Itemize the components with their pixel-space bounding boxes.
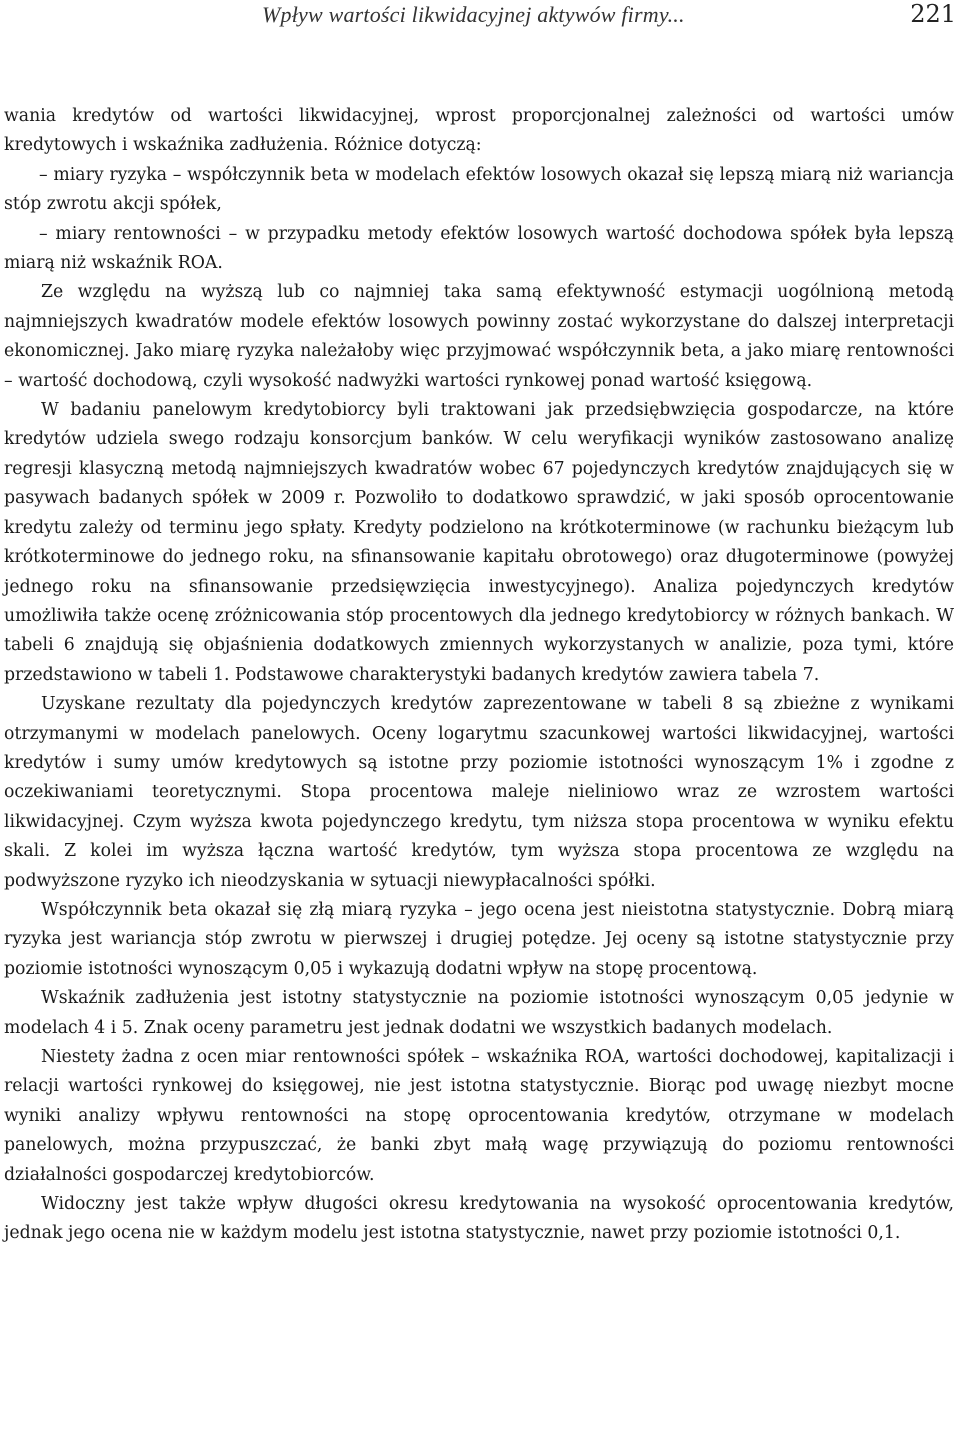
list-item-risk-measure: – miary ryzyka – współczynnik beta w modelach efektów losowych okazał się lepszą miarą niż wariancja stóp zwrotu akcji spółek, xyxy=(4,164,954,215)
paragraph-continuation: wania kredytów od wartości likwidacyjnej, wprost proporcjonalnej zależności od wartości umów kredytowych i wskaźnika zadłużenia. Różnice dotyczą: xyxy=(4,106,954,156)
paragraph: Niestety żadna z ocen miar rentowności spółek – wskaźnika ROA, wartości dochodowej, kapitalizacji i relacji wartości rynkowej do księgowej, nie jest istotna statystycznie. Biorąc pod uwagę niezbyt mocne wyniki analizy wpływu rentowności na stopę oprocentowania kredytów, otrzymane w modelach panelowych, można przypuszczać, że banki zbyt małą wagę przywiązują do poziomu rentowności działalności gospodarczej kredytobiorców. xyxy=(4,1047,954,1185)
running-header-title: Wpływ wartości likwidacyjnej aktywów firmy... xyxy=(262,2,685,27)
page-number: 221 xyxy=(910,0,956,28)
paragraph: Współczynnik beta okazał się złą miarą ryzyka – jego ocena jest nieistotna statystycznie. Dobrą miarą ryzyka jest wariancja stóp zwrotu w pierwszej i drugiej potędze. Jej oceny są istotne statystycznie przy poziomie istotności wynoszącym 0,05 i wykazują dodatni wpływ na stopę procentową. xyxy=(4,899,954,979)
paragraph: Widoczny jest także wpływ długości okresu kredytowania na wysokość oprocentowania kredytów, jednak jego ocena nie w każdym modelu jest istotna statystycznie, nawet przy poziomie istotności 0,1. xyxy=(4,1194,954,1244)
paragraph: Wskaźnik zadłużenia jest istotny statystycznie na poziomie istotności wynoszącym 0,05 jedynie w modelach 4 i 5. Znak oceny parametru jest jednak dodatni we wszystkich badanych modelach. xyxy=(4,988,954,1038)
list-item-profitability-measure: – miary rentowności – w przypadku metody efektów losowych wartość dochodowa spółek była lepszą miarą niż wskaźnik ROA. xyxy=(4,223,954,274)
paragraph: W badaniu panelowym kredytobiorcy byli traktowani jak przedsiębwzięcia gospodarcze, na które kredytów udziela swego rodzaju konsorcjum banków. W celu weryfikacji wyników zastosowano analizę regresji klasyczną metodą najmniejszych kwadratów wobec 67 pojedynczych kredytów znajdujących się w pasywach badanych spółek w 2009 r. Pozwoliło to dodatkowo sprawdzić, w jaki sposób oprocentowanie kredytu zależy od terminu jego spłaty. Kredyty podzielono na krótkoterminowe (w rachunku bieżącym lub krótkoterminowe do jednego roku, na sfinansowanie kapitału obrotowego) oraz długoterminowe (powyżej jednego roku na sfinansowanie przedsięwzięcia inwestycyjnego). Analiza pojedynczych kredytów umożliwiła także ocenę zróżnicowania stóp procentowych dla jednego kredytobiorcy w różnych bankach. W tabeli 6 znajdują się objaśnienia dodatkowych zmiennych wykorzystanych w analizie, poza tymi, które przedstawiono w tabeli 1. Podstawowe charakterystyki badanych kredytów zawiera tabela 7. xyxy=(4,400,954,685)
running-header xyxy=(0,0,960,40)
paragraph: Ze względu na wyższą lub co najmniej taka samą efektywność estymacji uogólnioną metodą najmniejszych kwadratów modele efektów losowych powinny zostać wykorzystane do dalszej interpretacji ekonomicznej. Jako miarę ryzyka należałoby więc przyjmować współczynnik beta, a jako miarę rentowności – wartość dochodową, czyli wysokość nadwyżki wartości rynkowej ponad wartość księgową. xyxy=(4,282,954,391)
body-text xyxy=(4,102,954,1249)
paragraph: Uzyskane rezultaty dla pojedynczych kredytów zaprezentowane w tabeli 8 są zbieżne z wynikami otrzymanymi w modelach panelowych. Oceny logarytmu szacunkowej wartości likwidacyjnej, wartości kredytów i sumy umów kredytowych są istotne przy poziomie istotności wynoszącym 1% i zgodne z oczekiwaniami teoretycznymi. Stopa procentowa maleje nieliniowo wraz ze wzrostem wartości likwidacyjnej. Czym wyższa kwota pojedynczego kredytu, tym niższa stopa procentowa w wyniku efektu skali. Z kolei im wyższa łączna wartość kredytów, tym wyższa stopa procentowa ze względu na podwyższone ryzyko ich nieodzyskania w sytuacji niewypłacalności spółki. xyxy=(4,694,954,891)
